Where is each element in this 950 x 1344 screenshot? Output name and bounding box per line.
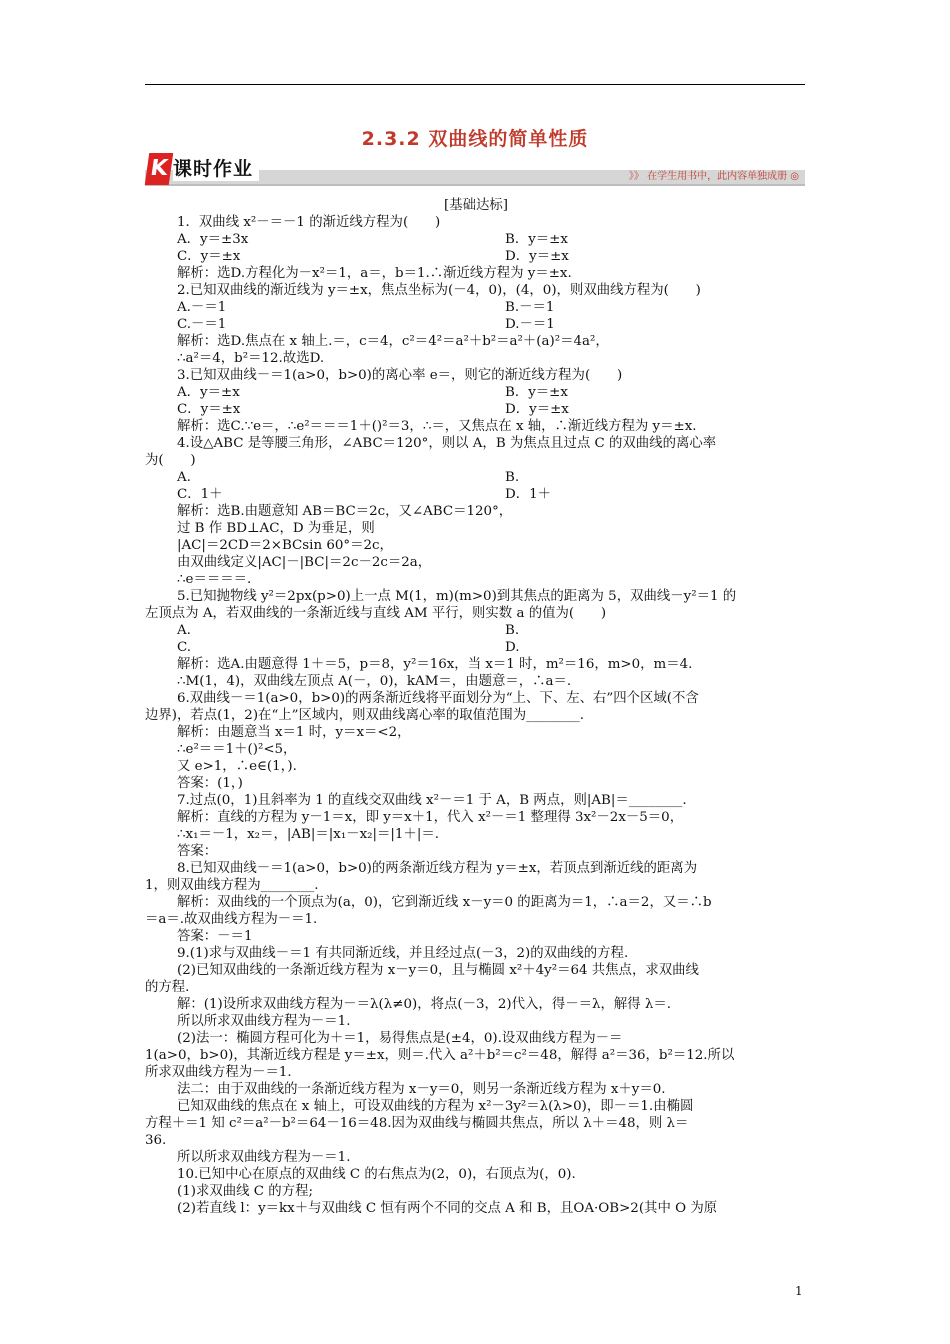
- text-line: 过 B 作 BD⊥AC，D 为垂足，则: [177, 521, 375, 536]
- option-right: B.: [505, 470, 520, 485]
- text-line: 答案：(1，): [177, 776, 243, 791]
- option-row: [145, 639, 807, 656]
- option-row: [145, 622, 807, 639]
- text-line: 4.设△ABC 是等腰三角形，∠ABC＝120°，则以 A，B 为焦点且过点 C 的双曲线的离心率: [177, 436, 717, 451]
- option-left: A.: [177, 470, 191, 485]
- page-number: 1: [795, 1284, 803, 1298]
- text-line: 解析：选D.方程化为－x²＝1，a＝，b＝1.∴渐近线方程为 y＝±x.: [177, 266, 572, 281]
- option-right: D．1＋: [505, 487, 552, 502]
- option-row: [145, 299, 807, 316]
- text-line: ∴a²＝4，b²＝12.故选D.: [177, 351, 325, 366]
- text-line: 2.已知双曲线的渐近线为 y＝±x，焦点坐标为(－4，0)，(4，0)，则双曲线方程为( ): [177, 283, 701, 298]
- option-left: A.: [177, 623, 191, 638]
- text-line: 又 e>1，∴e∈(1，).: [177, 759, 297, 774]
- text-line: 答案：－＝1: [177, 929, 253, 944]
- banner-title: 课时作业: [173, 154, 259, 181]
- text-line: 8.已知双曲线－＝1(a>0，b>0)的两条渐近线方程为 y＝±x，若顶点到渐近线的距离为: [177, 861, 698, 876]
- text-line: 已知双曲线的焦点在 x 轴上，可设双曲线的方程为 x²－3y²＝λ(λ>0)，即－＝1.由椭圆: [177, 1099, 694, 1114]
- option-row: [145, 401, 807, 418]
- text-line: 6.双曲线－＝1(a>0，b>0)的两条渐近线将平面划分为“上、下、左、右”四个区域(不含: [177, 691, 699, 706]
- text-line: ∴x₁＝－1，x₂＝，|AB|＝|x₁－x₂|＝|1＋|＝.: [177, 827, 439, 842]
- homework-banner: [145, 152, 805, 188]
- option-right: D．y＝±x: [505, 402, 569, 417]
- text-line: (2)法一：椭圆方程可化为＋＝1，易得焦点是(±4，0).设双曲线方程为－＝: [177, 1031, 623, 1046]
- option-row: [145, 469, 807, 486]
- option-left: C．y＝±x: [177, 249, 241, 264]
- text-line: 边界)，若点(1，2)在“上”区域内，则双曲线离心率的取值范围为________.: [145, 708, 584, 723]
- text-line: 为( ): [145, 453, 196, 468]
- text-line: 1(a>0，b>0)，其渐近线方程是 y＝±x，则＝.代入 a²＋b²＝c²＝48，解得 a²＝36，b²＝12.所以: [145, 1048, 735, 1063]
- option-left: C.: [177, 640, 192, 655]
- text-line: 3.已知双曲线－＝1(a>0，b>0)的离心率 e＝，则它的渐近线方程为( ): [177, 368, 623, 383]
- text-line: 左顶点为 A，若双曲线的一条渐近线与直线 AM 平行，则实数 a 的值为( ): [145, 606, 607, 621]
- option-right: D．y＝±x: [505, 249, 569, 264]
- text-line: ∴e＝＝＝＝.: [177, 572, 252, 587]
- k-logo-icon: K: [145, 153, 173, 185]
- text-line: 5.已知抛物线 y²＝2px(p>0)上一点 M(1，m)(m>0)到其焦点的距离为 5，双曲线－y²＝1 的: [177, 589, 737, 604]
- option-left: A．y＝±3x: [177, 232, 249, 247]
- option-row: [145, 231, 807, 248]
- option-left: C.－＝1: [177, 317, 227, 332]
- option-right: D.－＝1: [505, 317, 555, 332]
- text-line: 9.(1)求与双曲线－＝1 有共同渐近线，并且经过点(－3，2)的双曲线的方程.: [177, 946, 629, 961]
- text-line: 解析：由题意当 x＝1 时，y＝x＝<2，: [177, 725, 411, 740]
- text-line: 10.已知中心在原点的双曲线 C 的右焦点为(2，0)，右顶点为(，0).: [177, 1167, 576, 1182]
- text-line: 解析：直线的方程为 y－1＝x，即 y＝x＋1，代入 x²－＝1 整理得 3x²－2x－5＝0，: [177, 810, 684, 825]
- text-line: 法二：由于双曲线的一条渐近线方程为 x－y＝0，则另一条渐近线方程为 x＋y＝0.: [177, 1082, 666, 1097]
- option-row: [145, 486, 807, 503]
- option-right: B．y＝±x: [505, 385, 568, 400]
- text-line: (2)已知双曲线的一条渐近线方程为 x－y＝0，且与椭圆 x²＋4y²＝64 共焦点，求双曲线: [177, 963, 699, 978]
- text-line: 由双曲线定义|AC|－|BC|＝2c－2c＝2a，: [177, 555, 432, 570]
- option-right: D.: [505, 640, 520, 655]
- text-line: 解：(1)设所求双曲线方程为－＝λ(λ≠0)，将点(－3，2)代入，得－＝λ，解得 λ＝.: [177, 997, 672, 1012]
- text-line: 所以所求双曲线方程为－＝1.: [177, 1014, 351, 1029]
- text-line: 解析：选A.由题意得 1＋＝5，p＝8，y²＝16x，当 x＝1 时，m²＝16，m>0，m＝4.: [177, 657, 693, 672]
- text-line: 36.: [145, 1133, 167, 1148]
- option-left: A.－＝1: [177, 300, 227, 315]
- text-line: 解析：双曲线的一个顶点为(a，0)，它到渐近线 x－y＝0 的距离为＝1，∴a＝2，又＝∴b: [177, 895, 712, 910]
- document-body: [145, 197, 807, 1217]
- text-line: ∴e²＝＝1＋()²<5，: [177, 742, 297, 757]
- text-line: 所求双曲线方程为－＝1.: [145, 1065, 292, 1080]
- option-row: [145, 384, 807, 401]
- option-left: C．1＋: [177, 487, 223, 502]
- option-right: B.: [505, 623, 520, 638]
- banner-note: 》》 在学生用书中，此内容单独成册 ◎: [628, 171, 799, 182]
- text-line: (1)求双曲线 C 的方程;: [177, 1184, 313, 1199]
- text-line: 1．双曲线 x²－＝－1 的渐近线方程为( ): [177, 215, 441, 230]
- text-line: 1，则双曲线方程为________.: [145, 878, 319, 893]
- text-line: (2)若直线 l：y＝kx＋与双曲线 C 恒有两个不同的交点 A 和 B，且OA·OB>2(其中 O 为原: [177, 1201, 718, 1216]
- text-line: ＝a＝.故双曲线方程为－＝1.: [145, 912, 318, 927]
- text-line: 答案：: [177, 844, 218, 859]
- text-line: ∴M(1，4)，双曲线左顶点 A(－，0)，kAM＝，由题意＝，∴a＝.: [177, 674, 572, 689]
- text-line: 所以所求双曲线方程为－＝1.: [177, 1150, 351, 1165]
- option-left: A．y＝±x: [177, 385, 240, 400]
- option-right: B.－＝1: [505, 300, 555, 315]
- text-line: 方程＋＝1 知 c²＝a²－b²＝64－16＝48.因为双曲线与椭圆共焦点，所以 λ＋＝48，则 λ＝: [145, 1116, 689, 1131]
- text-line: 的方程.: [145, 980, 190, 995]
- text-line: 解析：选C.∵e＝，∴e²＝＝＝1＋()²＝3，∴＝，又焦点在 x 轴，∴渐近线方程为 y＝±x.: [177, 419, 697, 434]
- text-line: 7.过点(0，1)且斜率为 1 的直线交双曲线 x²－＝1 于 A，B 两点，则|AB|＝________.: [177, 793, 687, 808]
- section-heading: [基础达标]: [443, 198, 508, 213]
- option-right: B．y＝±x: [505, 232, 568, 247]
- text-line: 解析：选D.焦点在 x 轴上.＝，c＝4，c²＝4²＝a²＋b²＝a²＋(a)²＝4a²，: [177, 334, 609, 349]
- page-title: 2.3.2 双曲线的简单性质: [361, 128, 589, 150]
- option-row: [145, 316, 807, 333]
- option-left: C．y＝±x: [177, 402, 241, 417]
- text-line: |AC|＝2CD＝2×BCsin 60°＝2c，: [177, 538, 393, 553]
- text-line: 解析：选B.由题意知 AB＝BC＝2c，又∠ABC＝120°，: [177, 504, 513, 519]
- option-row: [145, 248, 807, 265]
- header-rule: [145, 84, 805, 85]
